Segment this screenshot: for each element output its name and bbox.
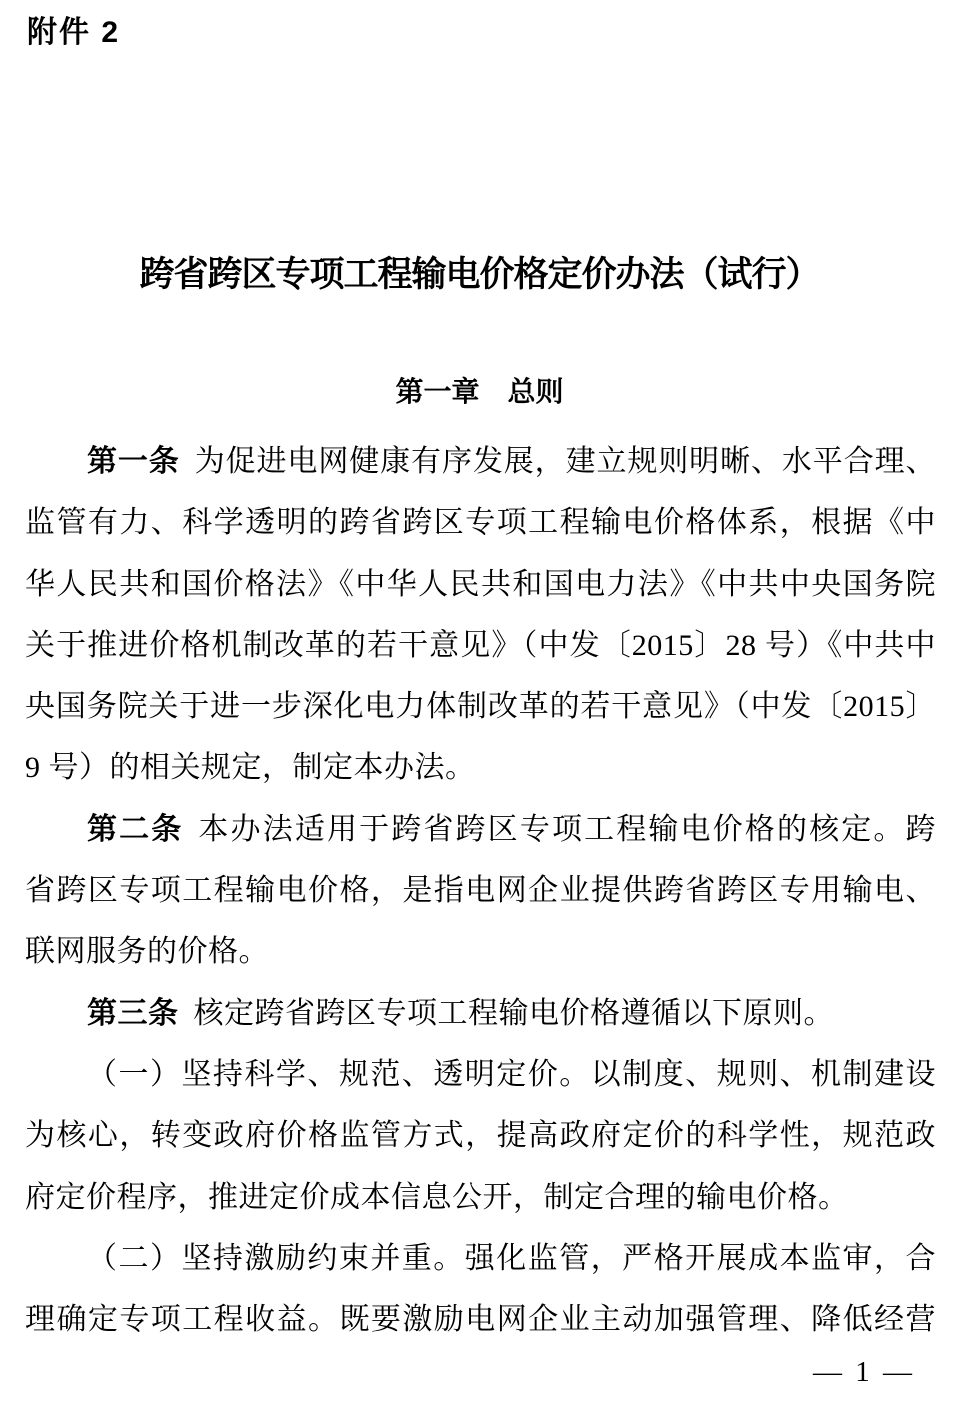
body-line xyxy=(25,676,936,737)
body-line-text: 华人民共和国价格法》《中华人民共和国电力法》《中共中央国务院 xyxy=(25,567,936,601)
body-line xyxy=(25,431,936,492)
body-line xyxy=(25,799,936,860)
body-line xyxy=(25,1044,936,1105)
body-line-text: 为核心，转变政府价格监管方式，提高政府定价的科学性，规范政 xyxy=(25,1119,936,1153)
body-line-text: 央国务院关于进一步深化电力体制改革的若干意见》（中发〔2015〕 xyxy=(25,690,936,724)
document-title: 跨省跨区专项工程输电价格定价办法（试行） xyxy=(139,255,820,294)
body-line-text: 9 号）的相关规定，制定本办法。 xyxy=(25,751,476,785)
body-line xyxy=(25,554,936,615)
footer-page-number: — 1 — xyxy=(813,1356,915,1388)
body-line xyxy=(25,1105,936,1166)
article-number: 第三条 xyxy=(87,996,179,1030)
attachment-label: 附件 2 xyxy=(27,16,121,49)
body-line-text: 府定价程序，推进定价成本信息公开，制定合理的输电价格。 xyxy=(25,1180,849,1214)
body-line xyxy=(25,1167,936,1228)
body-line-text: 省跨区专项工程输电价格，是指电网企业提供跨省跨区专用输电、 xyxy=(25,874,936,908)
body-line-text: （二）坚持激励约束并重。强化监管，严格开展成本监审，合 xyxy=(87,1241,936,1275)
body-line-text: 关于推进价格机制改革的若干意见》（中发〔2015〕28 号）《中共中 xyxy=(25,628,936,662)
article-number: 第二条 xyxy=(87,812,184,846)
body-line xyxy=(25,492,936,553)
chapter-heading: 第一章 总则 xyxy=(395,376,564,407)
article-number: 第一条 xyxy=(87,445,180,478)
body-line-text: 理确定专项工程收益。既要激励电网企业主动加强管理、降低经营 xyxy=(25,1303,936,1337)
body-line-text: 为促进电网健康有序发展，建立规则明晰、水平合理、 xyxy=(194,445,937,478)
body-line-text: （一）坚持科学、规范、透明定价。以制度、规则、机制建设 xyxy=(87,1057,936,1091)
body-line xyxy=(25,921,936,982)
document-body xyxy=(25,431,936,1350)
body-line-text: 联网服务的价格。 xyxy=(25,935,269,969)
body-line xyxy=(25,1289,936,1350)
body-line-text: 监管有力、科学透明的跨省跨区专项工程输电价格体系，根据《中 xyxy=(25,506,936,540)
body-line xyxy=(25,1228,936,1289)
body-line-text: 核定跨省跨区专项工程输电价格遵循以下原则。 xyxy=(193,996,834,1030)
body-line xyxy=(25,983,936,1044)
body-line xyxy=(25,615,936,676)
body-line-text: 本办法适用于跨省跨区专项工程输电价格的核定。跨 xyxy=(198,812,937,846)
body-line xyxy=(25,737,936,798)
body-line xyxy=(25,860,936,921)
